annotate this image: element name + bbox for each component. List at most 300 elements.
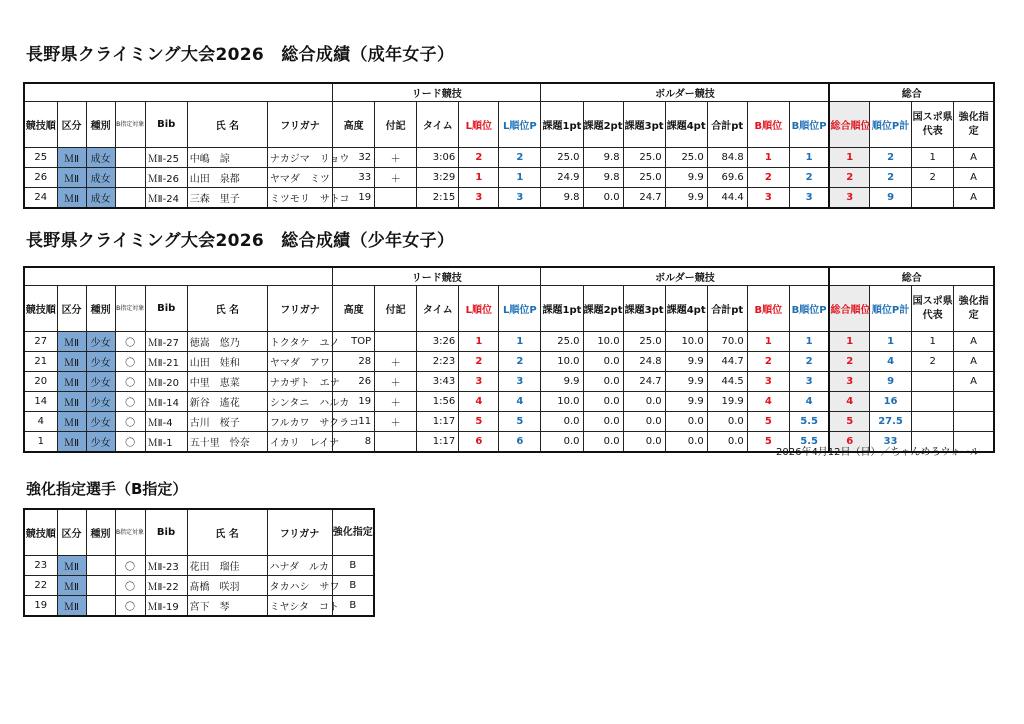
cell-b-rank-p: 3 [789,188,829,209]
cell-division: ＭⅡ [57,332,86,352]
col-bib: Bib [145,102,187,148]
col-overall-rank: 総合順位 [829,102,869,148]
cell-p1: 24.9 [541,168,583,188]
col-l-rank: L順位 [459,102,499,148]
cell-order: 24 [24,188,57,209]
cell-b-target: 〇 [115,352,145,372]
cell-strengthen: B [332,596,374,617]
col-kana: フリガナ [267,102,332,148]
cell-order: 25 [24,148,57,168]
cell-name: 山田 泉都 [187,168,267,188]
table-row [24,556,374,576]
cell-l-rank-p: 1 [499,168,541,188]
cell-p4: 9.9 [665,188,707,209]
cell-division: ＭⅡ [57,596,86,617]
cell-order: 21 [24,352,57,372]
col-b-rank: B順位 [747,286,789,332]
cell-strengthen: A [954,148,994,168]
cell-p2: 0.0 [583,352,623,372]
cell-name: 中嶋 諒 [187,148,267,168]
col-name: 氏 名 [187,102,267,148]
cell-b-target [115,168,145,188]
cell-height: 32 [333,148,375,168]
cell-height: 26 [333,372,375,392]
cell-strengthen [954,392,994,412]
cell-name: 花田 瑠佳 [187,556,267,576]
cell-rank-p-sum: 27.5 [870,412,912,432]
cell-order: 23 [24,556,57,576]
col-order: 競技順 [24,509,57,556]
cell-pref-rep: 2 [912,168,954,188]
cell-p3: 25.0 [623,148,665,168]
col-note: 付記 [375,102,417,148]
cell-category: 少女 [86,432,115,453]
group-header-lead: リード競技 [333,267,541,286]
table-row [24,188,994,209]
cell-bib: ＭⅡ-25 [145,148,187,168]
junior-results-title: 長野県クライミング大会2026 総合成績（少年女子） [26,231,455,251]
cell-overall-rank: 6 [829,432,869,453]
cell-pref-rep [912,412,954,432]
cell-p4: 0.0 [665,432,707,453]
col-p3: 課題3pt [623,102,665,148]
cell-b-rank: 2 [747,168,789,188]
b-designation-table [23,508,375,617]
cell-note [375,332,417,352]
cell-p2: 0.0 [583,412,623,432]
cell-b-rank: 3 [747,188,789,209]
col-l-rank: L順位 [459,286,499,332]
cell-bib: ＭⅡ-27 [145,332,187,352]
cell-category: 少女 [86,392,115,412]
cell-kana: ハナダ ルカ [267,556,332,576]
cell-l-rank-p: 3 [499,188,541,209]
cell-order: 1 [24,432,57,453]
cell-rank-p-sum: 1 [870,332,912,352]
cell-l-rank: 1 [459,332,499,352]
cell-p3: 0.0 [623,412,665,432]
cell-b-rank: 5 [747,412,789,432]
cell-b-rank: 1 [747,148,789,168]
cell-kana: ミヤシタ コト [267,596,332,617]
group-header-total: 総合 [829,267,994,286]
col-l-rank-p: L順位P [499,102,541,148]
col-order: 競技順 [24,102,57,148]
cell-division: ＭⅡ [57,412,86,432]
col-l-rank-p: L順位P [499,286,541,332]
col-b-target: B指定対象 [115,286,145,332]
col-note: 付記 [375,286,417,332]
cell-division: ＭⅡ [57,168,86,188]
col-order: 競技順 [24,286,57,332]
cell-category [86,596,115,617]
cell-time: 2:23 [417,352,459,372]
cell-rank-p-sum: 2 [870,148,912,168]
table-row [24,332,994,352]
cell-total-pt: 44.4 [707,188,747,209]
cell-p2: 0.0 [583,188,623,209]
cell-p2: 0.0 [583,432,623,453]
cell-l-rank-p: 3 [499,372,541,392]
cell-height: 8 [333,432,375,453]
col-b-rank-p: B順位P [789,286,829,332]
group-header-boulder: ボルダー競技 [541,267,830,286]
cell-order: 26 [24,168,57,188]
cell-note: ＋ [375,168,417,188]
cell-b-target [115,148,145,168]
cell-p4: 9.9 [665,392,707,412]
cell-l-rank-p: 1 [499,332,541,352]
cell-strengthen: B [332,556,374,576]
cell-l-rank: 6 [459,432,499,453]
cell-strengthen: A [954,168,994,188]
cell-name: 徳嵩 悠乃 [187,332,267,352]
cell-height: 28 [333,352,375,372]
cell-b-rank-p: 3 [789,372,829,392]
cell-total-pt: 84.8 [707,148,747,168]
cell-overall-rank: 4 [829,392,869,412]
cell-division: ＭⅡ [57,576,86,596]
table-row [24,596,374,617]
cell-p4: 25.0 [665,148,707,168]
column-header-row [24,102,994,148]
cell-order: 19 [24,596,57,617]
cell-bib: ＭⅡ-14 [145,392,187,412]
col-time: タイム [417,286,459,332]
cell-note: ＋ [375,372,417,392]
cell-note [375,432,417,453]
cell-overall-rank: 1 [829,148,869,168]
cell-b-rank-p: 1 [789,332,829,352]
col-bib: Bib [145,509,187,556]
cell-division: ＭⅡ [57,148,86,168]
cell-note [375,188,417,209]
cell-b-target: 〇 [115,556,145,576]
col-strengthen: 強化指定 [332,509,374,556]
cell-total-pt: 0.0 [707,432,747,453]
col-p1: 課題1pt [541,102,583,148]
cell-p4: 10.0 [665,332,707,352]
cell-time: 1:56 [417,392,459,412]
cell-note: ＋ [375,392,417,412]
cell-b-rank-p: 5.5 [789,412,829,432]
adult-results-title: 長野県クライミング大会2026 総合成績（成年女子） [26,45,455,65]
cell-p1: 0.0 [541,432,583,453]
cell-height: 33 [333,168,375,188]
table-row [24,168,994,188]
cell-p1: 10.0 [541,352,583,372]
cell-bib: ＭⅡ-22 [145,576,187,596]
cell-p3: 24.8 [623,352,665,372]
cell-total-pt: 19.9 [707,392,747,412]
group-header-row [24,267,994,286]
cell-division: ＭⅡ [57,352,86,372]
cell-l-rank: 1 [459,168,499,188]
group-header-boulder: ボルダー競技 [541,83,830,102]
cell-pref-rep: 1 [912,332,954,352]
cell-kana: ヤマダ ミツ [267,168,332,188]
group-header-total: 総合 [829,83,994,102]
cell-name: 新谷 遙花 [187,392,267,412]
cell-height: 11 [333,412,375,432]
cell-category: 成女 [86,168,115,188]
cell-b-rank-p: 4 [789,392,829,412]
col-kana: フリガナ [267,286,332,332]
cell-time: 3:26 [417,332,459,352]
cell-time: 3:06 [417,148,459,168]
cell-strengthen: A [954,352,994,372]
cell-category: 少女 [86,352,115,372]
cell-kana: シンタニ ハルカ [267,392,332,412]
cell-total-pt: 70.0 [707,332,747,352]
cell-l-rank: 2 [459,352,499,372]
cell-b-rank: 2 [747,352,789,372]
cell-bib: ＭⅡ-4 [145,412,187,432]
cell-kana: トクタケ ユノ [267,332,332,352]
cell-kana: ヤマダ アワ [267,352,332,372]
cell-division: ＭⅡ [57,392,86,412]
cell-p1: 10.0 [541,392,583,412]
col-height: 高度 [333,102,375,148]
cell-p2: 0.0 [583,392,623,412]
cell-p3: 25.0 [623,332,665,352]
cell-pref-rep [912,392,954,412]
cell-time: 2:15 [417,188,459,209]
cell-order: 22 [24,576,57,596]
cell-time: 1:17 [417,432,459,453]
cell-p1: 9.9 [541,372,583,392]
col-b-target: B指定対象 [115,102,145,148]
junior-results-table [23,266,995,453]
cell-overall-rank: 1 [829,332,869,352]
cell-b-rank: 5 [747,432,789,453]
cell-name: 中里 恵菜 [187,372,267,392]
col-rank-p-sum: 順位P計 [870,286,912,332]
col-p1: 課題1pt [541,286,583,332]
cell-l-rank-p: 5 [499,412,541,432]
cell-p4: 0.0 [665,412,707,432]
group-header-blank [24,267,333,286]
cell-category [86,576,115,596]
table-row [24,412,994,432]
cell-category: 少女 [86,412,115,432]
cell-kana: ナカザト エナ [267,372,332,392]
cell-rank-p-sum: 9 [870,372,912,392]
cell-kana: ミツモリ サトコ [267,188,332,209]
col-p2: 課題2pt [583,286,623,332]
col-p2: 課題2pt [583,102,623,148]
cell-name: 古川 桜子 [187,412,267,432]
cell-total-pt: 69.6 [707,168,747,188]
cell-name: 宮下 琴 [187,596,267,617]
cell-overall-rank: 2 [829,352,869,372]
cell-category: 少女 [86,372,115,392]
table-row [24,148,994,168]
cell-bib: ＭⅡ-19 [145,596,187,617]
cell-rank-p-sum: 33 [870,432,912,453]
cell-p4: 9.9 [665,168,707,188]
cell-pref-rep [912,188,954,209]
cell-strengthen: A [954,332,994,352]
col-name: 氏 名 [187,286,267,332]
cell-order: 14 [24,392,57,412]
table-row [24,392,994,412]
col-category: 種別 [86,102,115,148]
col-b-target: B指定対象 [115,509,145,556]
col-overall-rank: 総合順位 [829,286,869,332]
cell-division: ＭⅡ [57,372,86,392]
cell-l-rank: 4 [459,392,499,412]
cell-time: 3:43 [417,372,459,392]
cell-kana: タカハシ サワ [267,576,332,596]
cell-p3: 0.0 [623,432,665,453]
group-header-blank [24,83,333,102]
col-name: 氏 名 [187,509,267,556]
cell-p3: 0.0 [623,392,665,412]
cell-category: 成女 [86,148,115,168]
cell-p3: 24.7 [623,372,665,392]
cell-overall-rank: 5 [829,412,869,432]
cell-overall-rank: 2 [829,168,869,188]
cell-b-rank: 3 [747,372,789,392]
cell-bib: ＭⅡ-24 [145,188,187,209]
cell-total-pt: 44.7 [707,352,747,372]
cell-bib: ＭⅡ-20 [145,372,187,392]
col-total-pt: 合計pt [707,286,747,332]
cell-p4: 9.9 [665,372,707,392]
cell-pref-rep: 2 [912,352,954,372]
cell-p3: 25.0 [623,168,665,188]
col-strengthen: 強化指定 [954,286,994,332]
cell-name: 五十里 怜奈 [187,432,267,453]
col-category: 種別 [86,286,115,332]
cell-time: 1:17 [417,412,459,432]
col-b-rank: B順位 [747,102,789,148]
col-strengthen: 強化指定 [954,102,994,148]
cell-p3: 24.7 [623,188,665,209]
cell-bib: ＭⅡ-21 [145,352,187,372]
cell-b-target: 〇 [115,372,145,392]
cell-l-rank: 2 [459,148,499,168]
cell-order: 27 [24,332,57,352]
cell-height: 19 [333,392,375,412]
cell-b-rank-p: 2 [789,352,829,372]
cell-p1: 25.0 [541,148,583,168]
cell-b-rank-p: 2 [789,168,829,188]
cell-strengthen: A [954,372,994,392]
cell-name: 髙橋 咲羽 [187,576,267,596]
cell-bib: ＭⅡ-26 [145,168,187,188]
col-division: 区分 [57,286,86,332]
col-total-pt: 合計pt [707,102,747,148]
col-division: 区分 [57,509,86,556]
cell-b-rank: 4 [747,392,789,412]
cell-division: ＭⅡ [57,188,86,209]
cell-overall-rank: 3 [829,372,869,392]
cell-pref-rep [912,372,954,392]
cell-rank-p-sum: 2 [870,168,912,188]
cell-strengthen [954,412,994,432]
cell-b-target [115,188,145,209]
cell-b-target: 〇 [115,596,145,617]
cell-division: ＭⅡ [57,556,86,576]
cell-note: ＋ [375,148,417,168]
cell-note: ＋ [375,412,417,432]
cell-total-pt: 0.0 [707,412,747,432]
cell-rank-p-sum: 4 [870,352,912,372]
col-division: 区分 [57,102,86,148]
cell-category [86,556,115,576]
cell-l-rank: 5 [459,412,499,432]
group-header-row [24,83,994,102]
cell-b-target: 〇 [115,392,145,412]
col-rank-p-sum: 順位P計 [870,102,912,148]
cell-l-rank-p: 2 [499,352,541,372]
col-p4: 課題4pt [665,286,707,332]
cell-p2: 0.0 [583,372,623,392]
cell-strengthen: B [332,576,374,596]
cell-category: 少女 [86,332,115,352]
cell-pref-rep: 1 [912,148,954,168]
cell-l-rank: 3 [459,372,499,392]
cell-bib: ＭⅡ-23 [145,556,187,576]
col-pref-rep: 国スポ県代表 [912,286,954,332]
cell-b-rank-p: 1 [789,148,829,168]
cell-l-rank: 3 [459,188,499,209]
cell-time: 3:29 [417,168,459,188]
col-p3: 課題3pt [623,286,665,332]
col-height: 高度 [333,286,375,332]
cell-total-pt: 44.5 [707,372,747,392]
b-designation-title: 強化指定選手（B指定） [26,480,188,498]
cell-kana: フルカワ サクラコ [267,412,332,432]
cell-name: 山田 娃和 [187,352,267,372]
cell-name: 三森 里子 [187,188,267,209]
col-category: 種別 [86,509,115,556]
cell-p1: 9.8 [541,188,583,209]
table-row [24,576,374,596]
table-row [24,372,994,392]
col-b-rank-p: B順位P [789,102,829,148]
col-bib: Bib [145,286,187,332]
cell-b-rank: 1 [747,332,789,352]
cell-height: TOP [333,332,375,352]
cell-kana: ナカジマ リョウ [267,148,332,168]
cell-note: ＋ [375,352,417,372]
cell-kana: イカリ レイナ [267,432,332,453]
cell-l-rank-p: 4 [499,392,541,412]
cell-l-rank-p: 6 [499,432,541,453]
cell-strengthen: A [954,188,994,209]
cell-rank-p-sum: 9 [870,188,912,209]
cell-p4: 9.9 [665,352,707,372]
table-row [24,352,994,372]
cell-division: ＭⅡ [57,432,86,453]
cell-b-target: 〇 [115,332,145,352]
event-date-venue: 2026年4月12日（日）／ちゃんめろウォール [776,447,980,458]
column-header-row [24,509,374,556]
cell-overall-rank: 3 [829,188,869,209]
col-kana: フリガナ [267,509,332,556]
cell-height: 19 [333,188,375,209]
col-p4: 課題4pt [665,102,707,148]
cell-rank-p-sum: 16 [870,392,912,412]
cell-p2: 10.0 [583,332,623,352]
group-header-lead: リード競技 [333,83,541,102]
cell-order: 4 [24,412,57,432]
column-header-row [24,286,994,332]
adult-results-table [23,82,995,209]
